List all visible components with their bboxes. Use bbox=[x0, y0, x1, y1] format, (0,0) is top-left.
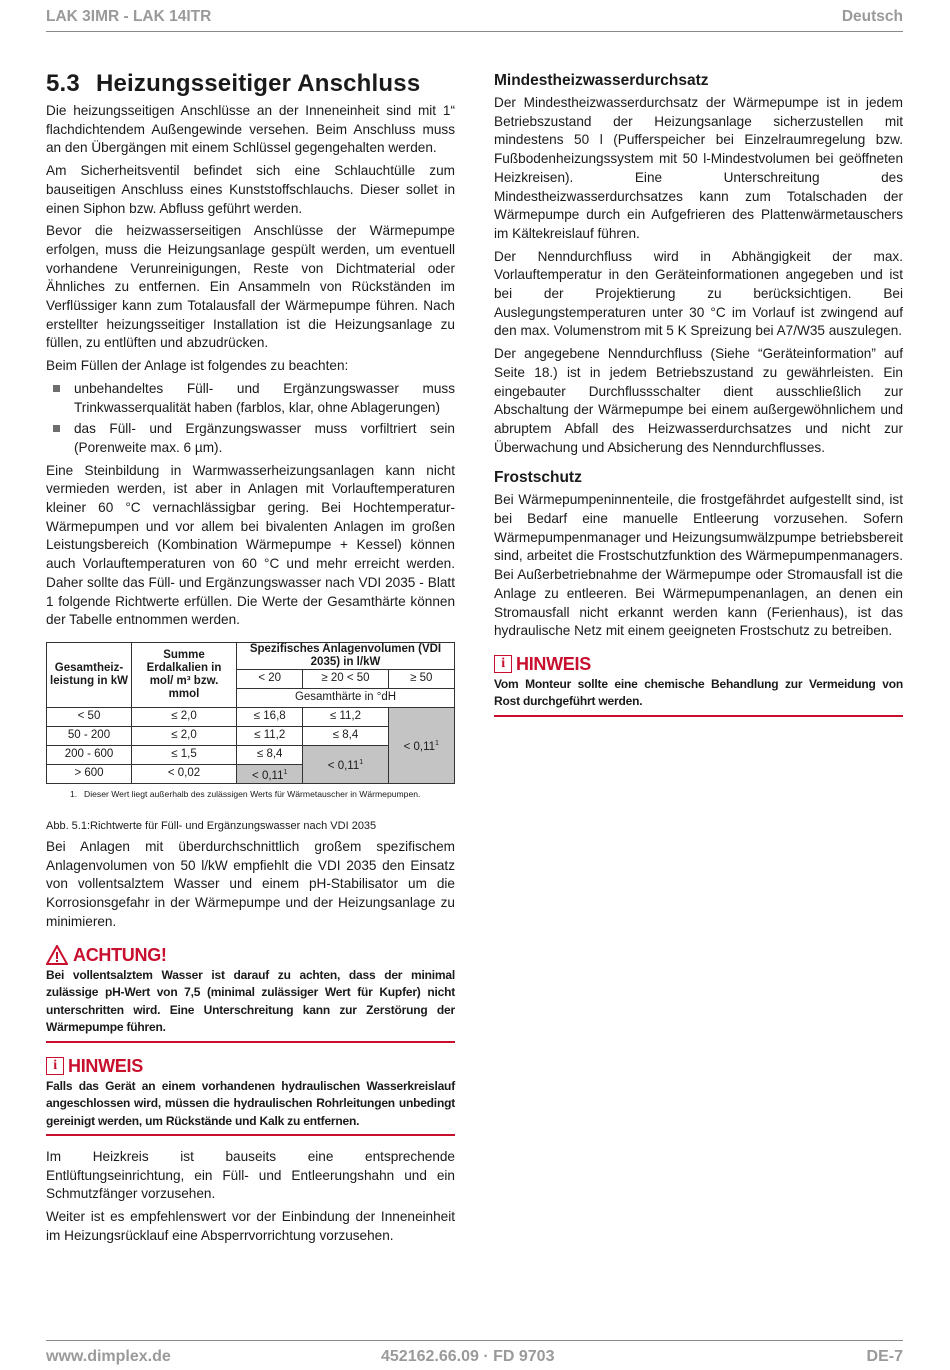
page-number: DE-7 bbox=[866, 1348, 903, 1365]
table-header-sum: Summe Erdalkalien in mol/ m³ bzw. mmol bbox=[132, 642, 237, 707]
section-heading bbox=[46, 70, 455, 98]
header-product: LAK 3IMR - LAK 14ITR bbox=[46, 8, 212, 25]
warning-triangle-icon bbox=[46, 945, 68, 965]
paragraph: Der Mindestheizwasserdurchsatz der Wärmepumpe ist in jedem Betriebszustand der Heizungsanlage sicherzustellen mit mindestens 50 l (Pufferspeicher bei Einzelraumregelung bzw. Fußbodenheizungssystem mit 50 l-Mindestvolumen bei geöffneten Heizkreisen). Eine Unterschreitung des Mindestheizwasserdurchsatzes kann zum Totalschaden der Wärmepumpe durch ein Aufgefrieren des Plattenwärmetauschers im Kältekreislauf führen. bbox=[494, 95, 903, 241]
paragraph: Eine Steinbildung in Warmwasserheizungsanlagen kann nicht vermieden werden, ist aber in Anlagen mit Vorlauftemperaturen kleiner 60 °C vernachlässigbar gering. Bei Hochtemperatur-Wärmepumpen und vor allem bei bivalenten Anlagen im großen Leistungsbereich (Kombination Wärmepumpe + Kessel) können auch Vorlauftemperaturen von 60 °C und mehr erreicht werden. Daher sollte das Füll- und Ergänzungswasser nach VDI 2035 - Blatt 1 folgende Richtwerte erfüllen. Die Werte der Gesamthärte können der Tabelle entnommen werden. bbox=[46, 462, 455, 628]
list-item: das Füll- und Ergänzungswasser muss vorfiltriert sein (Porenweite max. 6 µm). bbox=[46, 420, 455, 457]
water-guideline-table bbox=[46, 642, 455, 784]
header-language: Deutsch bbox=[841, 8, 903, 25]
paragraph: Am Sicherheitsventil befindet sich eine Schlauchtülle zum bauseitigen Anschluss eines Kunststoffschlauchs. Dieser sollet in einen Siphon bzw. Abfluss geführt werden. bbox=[46, 163, 455, 216]
paragraph: Der Nenndurchfluss wird in Abhängigkeit der max. Vorlauftemperatur in den Geräteinformationen angegeben und ist bei der Projektierung zu berücksichtigen. Bei Auslegungstemperaturen unter 30 °C im Vorlauf ist zwingend auf den max. Volumenstrom mit 5 K Spreizung bei A7/W35 auszulegen. bbox=[494, 248, 903, 339]
table-header-power: Gesamtheiz-leistung in kW bbox=[47, 642, 132, 707]
hint-title: HINWEIS bbox=[516, 653, 591, 674]
header-divider bbox=[46, 31, 903, 32]
warning-box bbox=[46, 944, 455, 1043]
hint-box bbox=[46, 1055, 455, 1137]
bullet-list bbox=[46, 380, 455, 458]
footer-divider bbox=[46, 1340, 903, 1341]
table-row: 200 - 600 ≤ 1,5 ≤ 8,4 < $0,11^1$ bbox=[47, 745, 455, 764]
paragraph: Der angegebene Nenndurchfluss (Siehe “Geräteinformation” auf Seite 18.) ist in jedem Betriebszustand zu gewährleisten. Ein eingebauter Durchflussschalter dient ausschließlich zur Abschaltung der Wärmepumpe bei einem außergewöhnlichem und abruptem Abfall des Heizwasserdurchsatzes und nicht zur Überwachung und Absicherung des Nenndurchflusses. bbox=[494, 346, 903, 455]
bullet-square-icon bbox=[53, 425, 60, 432]
list-item: unbehandeltes Füll- und Ergänzungswasser muss Trinkwasserqualität haben (farblos, klar, ohne Ablagerungen) bbox=[46, 380, 455, 417]
paragraph: Bei Anlagen mit überdurchschnittlich großem spezifischem Anlagenvolumen von 50 l/kW empfiehlt die VDI 2035 den Einsatz von vollentsalztem Wasser und einem pH-Stabilisator um die Korrosionsgefahr in der Wärmepumpe und der Heizungsanlage zu minimieren. bbox=[46, 838, 455, 929]
paragraph: Bevor die heizwasserseitigen Anschlüsse der Wärmepumpe erfolgen, muss die Heizungsanlage gespült werden, um eventuell vorhandene Verunreinigungen, Reste von Dichtmaterial oder Ähnliches zu entfernen. Ein Ansammeln von Rückständen im Verflüssiger kann zum Totalausfall der Wärmepumpe führen. Nach erstellter heizungsseitiger Installation ist die Heizungsanlage zu füllen, zu entlüften und abzudrücken. bbox=[46, 223, 455, 351]
subheading-min-flow: Mindestheizwasserdurchsatz bbox=[494, 72, 709, 89]
table-header-hardness: Gesamthärte in °dH bbox=[237, 688, 455, 707]
page-header bbox=[46, 6, 903, 28]
table-footnote: 1. Dieser Wert liegt außerhalb des zulässigen Werts für Wärmetauscher in Wärmepumpen. bbox=[70, 788, 421, 799]
paragraph: Weiter ist es empfehlenswert vor der Einbindung der Inneneinheit im Heizungsrücklauf eine Absperrvorrichtung vorzusehen. bbox=[46, 1209, 455, 1243]
hint-text: Vom Monteur sollte eine chemische Behandlung zur Vermeidung von Rost durchgeführt werden. bbox=[494, 676, 903, 709]
table-header-sub: ≥ 50 bbox=[388, 669, 454, 688]
table-row: > 600 < 0,02 < $0,11^1$ bbox=[47, 764, 455, 783]
warning-title: ACHTUNG! bbox=[73, 944, 167, 965]
paragraph: Im Heizkreis ist bauseits eine entsprechende Entlüftungseinrichtung, ein Füll- und Entleerungshahn und ein Schmutzfänger vorzusehen. bbox=[46, 1149, 455, 1202]
hint-text: Falls das Gerät an einem vorhandenen hydraulischen Wasserkreislauf angeschlossen wird, müssen die hydraulischen Rohrleitungen unbedingt gereinigt werden, um Rückstände und Kalk zu entfernen. bbox=[46, 1078, 455, 1128]
table-header-sub: ≥ 20 < 50 bbox=[303, 669, 388, 688]
info-icon: i bbox=[46, 1057, 64, 1075]
hint-box bbox=[494, 653, 903, 717]
paragraph: Die heizungsseitigen Anschlüsse an der Inneneinheit sind mit 1“ flachdichtendem Außengewinde versehen. Beim Anschluss muss an den Übergängen mit einem Schlüssel gegengehalten werden. bbox=[46, 103, 455, 156]
footer-website: www.dimplex.de bbox=[46, 1348, 171, 1365]
table-row: < 50 ≤ 2,0 ≤ 16,8 ≤ 11,2 < $0,11^1$ bbox=[47, 707, 455, 726]
warning-text: Bei vollentsalztem Wasser ist darauf zu achten, dass der minimal zulässige pH-Wert von 7,5 (minimal zulässiger Wert für Kupfer) nicht unterschritten wird. Eine Unterschreitung kann zur Zerstörung der Wärmepumpe führen. bbox=[46, 967, 455, 1034]
section-title: Heizungsseitiger Anschluss bbox=[95, 70, 421, 97]
table-row: 50 - 200 ≤ 2,0 ≤ 11,2 ≤ 8,4 bbox=[47, 726, 455, 745]
paragraph: Bei Wärmepumpeninnenteile, die frostgefährdet aufgestellt sind, ist bei Bedarf eine manuelle Entleerung vorzusehen. Sofern Wärmepumpenmanager und Heizungsumwälzpumpe betriebsbereit sind, arbeitet die Frostschutzfunktion des Wärmepumpenmanagers. Bei Außerbetriebnahme der Wärmepumpe oder Stromausfall ist die Anlage zu entleeren. Bei Wärmepumpenanlagen, an denen ein Stromausfall nicht erkannt werden kann (Ferienhaus), ist das hydraulische Netz mit einem geeigneten Frostschutz zu betreiben. bbox=[494, 492, 903, 639]
table-header-volume: Spezifisches Anlagenvolumen (VDI 2035) in l/kW bbox=[237, 642, 455, 669]
table-header-sub: < 20 bbox=[237, 669, 303, 688]
left-column bbox=[46, 60, 455, 1250]
info-icon: i bbox=[494, 655, 512, 673]
paragraph: Beim Füllen der Anlage ist folgendes zu beachten: bbox=[46, 358, 349, 374]
table-merged-cell: < $0,11^1$ bbox=[388, 707, 454, 783]
footer-doc-number: 452162.66.09 · FD 9703 bbox=[381, 1348, 555, 1365]
hint-title: HINWEIS bbox=[68, 1055, 143, 1076]
subheading-frost: Frostschutz bbox=[494, 469, 582, 487]
right-column bbox=[494, 60, 903, 729]
table-merged-cell: < $0,11^1$ bbox=[303, 745, 388, 783]
section-number: 5.3 bbox=[46, 70, 80, 97]
figure-caption: Abb. 5.1:Richtwerte für Füll- und Ergänzungswasser nach VDI 2035 bbox=[46, 819, 377, 832]
bullet-square-icon bbox=[53, 385, 60, 392]
